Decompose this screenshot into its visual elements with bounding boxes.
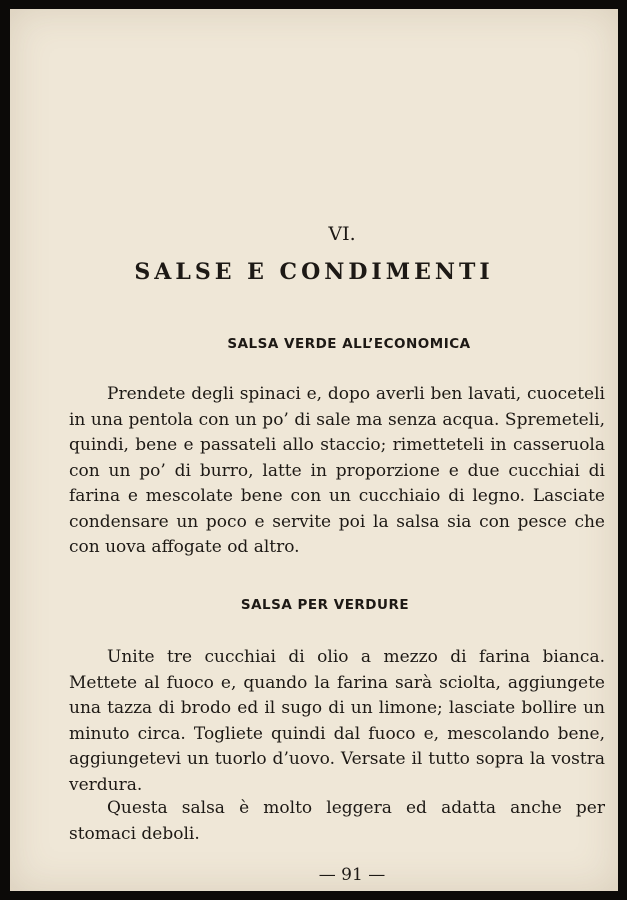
recipe-heading-salsa-verde: SALSA VERDE ALL’ECONOMICA — [227, 336, 471, 352]
chapter-number: VI. — [328, 223, 356, 245]
recipe-heading-salsa-verdure: SALSA PER VERDURE — [240, 597, 410, 613]
recipe-paragraph-salsa-verdure: Unite tre cucchiai di olio a mezzo di farina bianca. Mettete al fuoco e, quando la farina sarà sciolta, aggiungete una tazza di brodo ed il sugo di un limone; lasciate bollire un minuto circa. Togliete quindi dal fuoco e, mescolando bene, aggiungetevi un tuorlo d’uovo. Versate il tutto sopra la vostra verdura. — [69, 647, 605, 795]
recipe-paragraph-salsa-verdure-note: Questa salsa è molto leggera ed adatta anche per stomaci deboli. — [69, 798, 605, 844]
page-number: — 91 — — [318, 865, 386, 885]
book-page — [10, 9, 618, 891]
recipe-paragraph-salsa-verde: Prendete degli spinaci e, dopo averli ben lavati, cuoceteli in una pentola con un po’ di sale ma senza acqua. Spremeteli, quindi, bene e passateli allo staccio; rimetteteli in casseruola con un po’ di burro, latte in proporzione e due cucchiai di farina e mescolate bene con un cucchiaio di legno. Lasciate condensare un poco e servite poi la salsa sia con pesce che con uova affogate od altro. — [69, 384, 605, 557]
chapter-title: SALSE E CONDIMENTI — [134, 259, 494, 285]
